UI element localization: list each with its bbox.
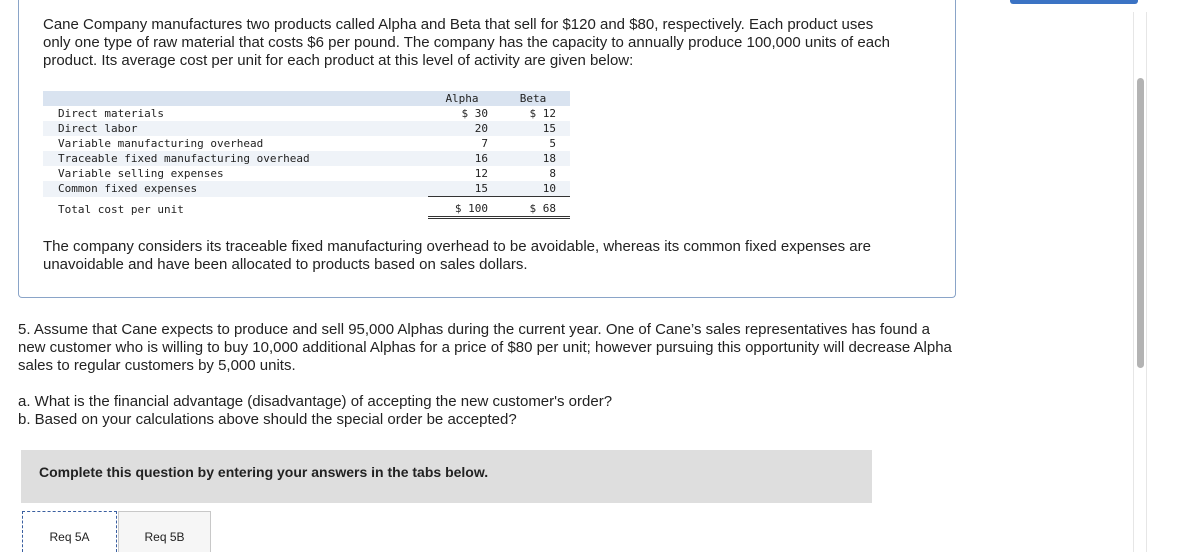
tab-req-5b[interactable]: Req 5B: [118, 511, 211, 552]
sub-questions: [18, 393, 918, 429]
scrollbar-thumb[interactable]: [1137, 78, 1144, 368]
header-beta: Beta: [496, 91, 570, 106]
instruction-bar: Complete this question by entering your answers in the tabs below.: [21, 450, 872, 503]
row-label: Direct materials: [58, 107, 164, 120]
intro-paragraph-2: The company considers its traceable fixed manufacturing overhead to be avoidable, whereas its common fixed expenses are unavoidable and have been allocated to products based on sales dollars.: [43, 238, 871, 273]
row-label: Variable manufacturing overhead: [58, 137, 264, 150]
sub-question-b: b. Based on your calculations above should the special order be accepted?: [18, 411, 517, 428]
beta-value: 18: [496, 151, 570, 166]
alpha-value: 7: [481, 137, 488, 150]
cost-table: [43, 91, 570, 219]
tab-req-5a[interactable]: Req 5A: [22, 511, 117, 552]
table-row: [43, 151, 570, 166]
beta-value: 8: [549, 167, 556, 180]
total-label: Total cost per unit: [58, 202, 184, 216]
alpha-total: $ 100: [428, 197, 496, 218]
row-label: Traceable fixed manufacturing overhead: [43, 151, 428, 166]
table-row: [43, 121, 570, 136]
intro-paragraph-1: Cane Company manufactures two products called Alpha and Beta that sell for $120 and $80, respectively. Each product uses only one type of raw material that costs $6 per pound. The company has the capacity to annually produce 100,000 units of each product. Its average cost per unit for each product at this level of activity are given below:: [43, 16, 890, 69]
table-row: [43, 166, 570, 181]
top-accent-bar: [1010, 0, 1138, 4]
alpha-value: 16: [428, 151, 496, 166]
beta-value: 10: [496, 181, 570, 197]
table-row: [43, 136, 570, 151]
table-row: [43, 106, 570, 121]
alpha-value: 20: [428, 121, 496, 136]
table-row: [43, 181, 570, 197]
alpha-value: $ 30: [461, 107, 488, 120]
header-alpha: Alpha: [428, 91, 496, 106]
beta-value: 15: [496, 121, 570, 136]
cost-table-header-blank: [43, 91, 428, 106]
beta-value: 5: [549, 137, 556, 150]
row-label: Direct labor: [43, 121, 428, 136]
sub-question-a: a. What is the financial advantage (disadvantage) of accepting the new customer's order?: [18, 393, 613, 410]
question-text: 5. Assume that Cane expects to produce and sell 95,000 Alphas during the current year. One of Cane’s sales representatives has found a new customer who is willing to buy 10,000 additional Alphas for a price of $80 per unit; however pursuing this opportunity will decrease Alpha sales to regular customers by 5,000 units.: [18, 321, 952, 374]
table-total-row: [43, 197, 570, 218]
cost-table-header-row: [43, 91, 570, 106]
alpha-value: 15: [428, 181, 496, 197]
row-label: Variable selling expenses: [58, 167, 224, 180]
alpha-value: 12: [474, 167, 488, 180]
row-label: Common fixed expenses: [43, 181, 428, 197]
beta-total: $ 68: [496, 197, 570, 218]
beta-value: $ 12: [529, 107, 556, 120]
